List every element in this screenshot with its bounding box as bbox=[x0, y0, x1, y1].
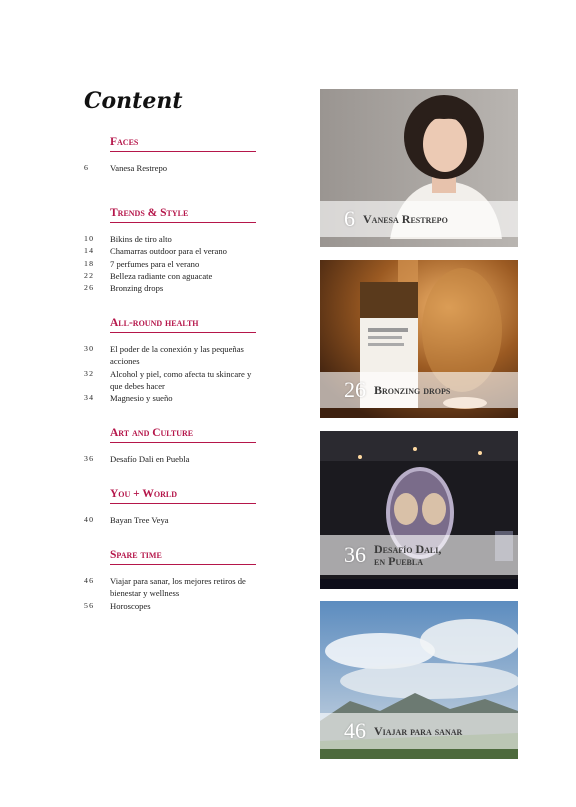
entry-page: 18 bbox=[84, 258, 95, 268]
card-caption-banner bbox=[320, 713, 518, 749]
entry-page: 34 bbox=[84, 393, 95, 403]
card-caption: Desafío Dali, en Puebla bbox=[374, 542, 442, 568]
entry-title: Desafío Dali en Puebla bbox=[110, 454, 190, 464]
entry-page: 46 bbox=[84, 576, 95, 585]
section-heading: You + World bbox=[110, 488, 256, 504]
toc-section-you-world bbox=[84, 488, 264, 549]
toc-section-art-culture bbox=[84, 427, 264, 488]
section-heading: Faces bbox=[110, 136, 256, 152]
toc-entry[interactable] bbox=[84, 600, 264, 612]
entry-page: 30 bbox=[84, 344, 95, 353]
card-caption-banner bbox=[320, 201, 518, 237]
card-footer-strip bbox=[320, 579, 518, 589]
entry-title: Vanesa Restrepo bbox=[110, 163, 168, 173]
toc-entry[interactable] bbox=[84, 392, 264, 404]
entry-page: 56 bbox=[84, 600, 95, 610]
entry-title: Bronzing drops bbox=[110, 283, 164, 294]
section-heading: Spare time bbox=[110, 549, 256, 565]
card-caption: Bronzing drops bbox=[374, 383, 451, 397]
section-heading: All-round health bbox=[110, 317, 256, 333]
entry-page: 36 bbox=[84, 454, 95, 463]
entry-page: 10 bbox=[84, 234, 95, 243]
toc-section-trends-style bbox=[84, 207, 264, 317]
entry-page: 40 bbox=[84, 515, 95, 524]
toc-entry[interactable] bbox=[84, 453, 264, 465]
toc-entry[interactable] bbox=[84, 575, 264, 600]
card-page-number: 46 bbox=[344, 718, 366, 743]
toc-entry[interactable] bbox=[84, 162, 264, 174]
entry-title: Alcohol y piel, como afecta tu skincare y que debes hacer bbox=[110, 368, 252, 391]
entry-page: 32 bbox=[84, 368, 95, 378]
entry-title: Bayan Tree Veya bbox=[110, 515, 169, 525]
toc-section-faces bbox=[84, 136, 264, 207]
entry-title: Magnesio y sueño bbox=[110, 393, 173, 404]
card-caption-banner bbox=[320, 535, 518, 575]
entry-page: 26 bbox=[84, 283, 95, 293]
section-heading: Art and Culture bbox=[110, 427, 256, 443]
card-caption: Vanesa Restrepo bbox=[363, 212, 448, 226]
entry-title: 7 perfumes para el verano bbox=[110, 258, 200, 269]
entry-title: Belleza radiante con aguacate bbox=[110, 270, 213, 281]
table-of-contents bbox=[84, 136, 264, 612]
entry-title: Bikins de tiro alto bbox=[110, 234, 172, 244]
entry-title: El poder de la conexión y las pequeñas acciones bbox=[110, 344, 244, 367]
card-caption-banner bbox=[320, 372, 518, 408]
entry-title: Chamarras outdoor para el verano bbox=[110, 246, 227, 257]
feature-card-vanesa-restrepo[interactable] bbox=[320, 89, 518, 247]
card-page-number: 36 bbox=[344, 542, 366, 567]
toc-entry[interactable] bbox=[84, 245, 264, 257]
toc-entry[interactable] bbox=[84, 343, 264, 368]
feature-card-desafio-dali[interactable] bbox=[320, 431, 518, 589]
toc-entry[interactable] bbox=[84, 514, 264, 526]
entry-page: 22 bbox=[84, 270, 95, 280]
page-title: Content bbox=[84, 88, 183, 114]
entry-page: 6 bbox=[84, 163, 90, 172]
card-caption: Viajar para sanar bbox=[374, 724, 463, 738]
toc-entry[interactable] bbox=[84, 258, 264, 270]
entry-title: Horoscopes bbox=[110, 600, 151, 611]
entry-page: 14 bbox=[84, 246, 95, 256]
toc-entry[interactable] bbox=[84, 368, 264, 393]
entry-title: Viajar para sanar, los mejores retiros de bienestar y wellness bbox=[110, 576, 246, 599]
card-page-number: 6 bbox=[344, 206, 355, 231]
toc-section-all-round-health bbox=[84, 317, 264, 427]
toc-entry[interactable] bbox=[84, 233, 264, 245]
feature-card-bronzing-drops[interactable] bbox=[320, 260, 518, 418]
section-heading: Trends & Style bbox=[110, 207, 256, 223]
toc-entry[interactable] bbox=[84, 282, 264, 294]
feature-card-viajar-para-sanar[interactable] bbox=[320, 601, 518, 759]
toc-entry[interactable] bbox=[84, 270, 264, 282]
card-page-number: 26 bbox=[344, 377, 366, 402]
toc-section-spare-time bbox=[84, 549, 264, 612]
